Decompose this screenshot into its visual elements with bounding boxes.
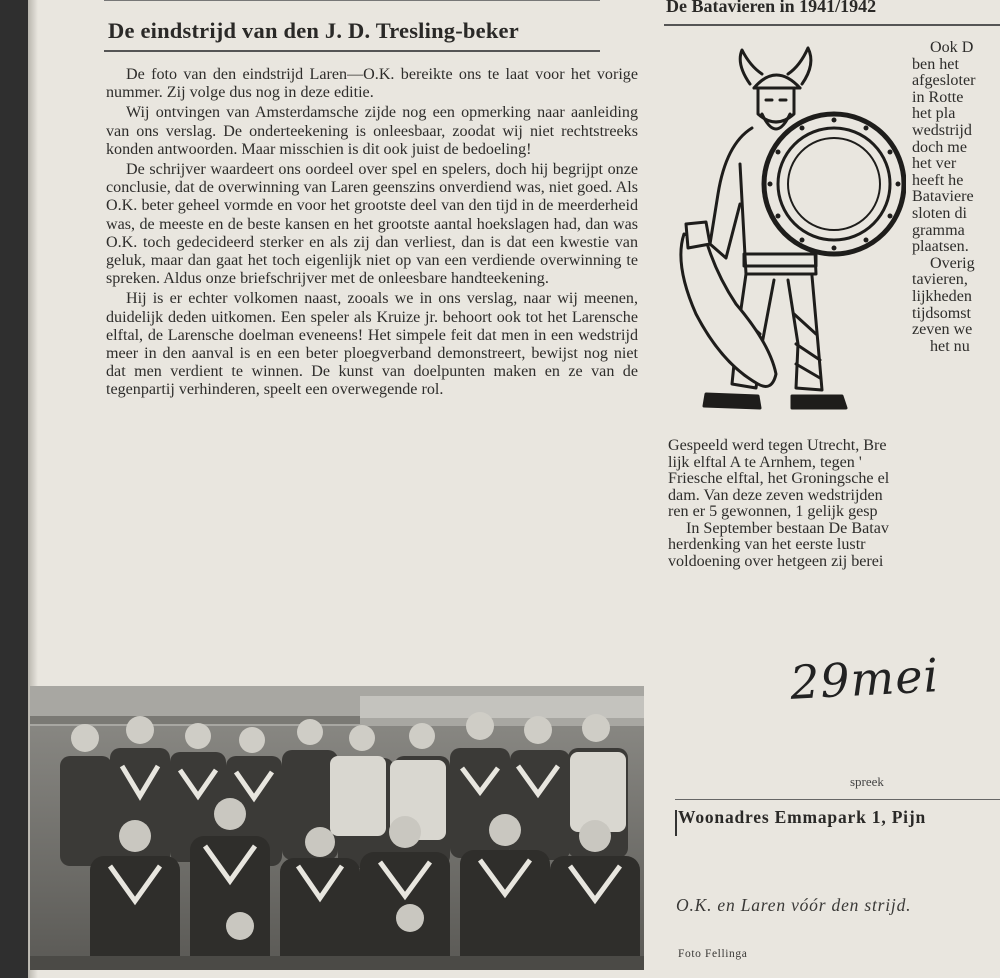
text-line: Friesche elftal, het Groningsche el [668,470,890,487]
text-line: het ver [912,155,957,173]
team-photo-illustration [30,686,644,970]
text-line: ben het [912,55,959,73]
text-line: zeven we [912,321,973,339]
text-line: het pla [912,105,956,123]
heading-rule [104,50,600,52]
paragraph: De foto van den eindstrijd Laren—O.K. bereikte ons te laat voor het vorige nummer. Zij volge dus nog in deze editie. [106,66,638,102]
text-line: tijdsomst [912,304,972,322]
text-line: herdenking van het eerste lustr [668,536,866,553]
photo-credit: Foto Fellinga [678,948,748,960]
photo-caption: O.K. en Laren vóór den strijd. [676,895,912,915]
heading-rule [664,24,1000,26]
right-article-wrapped-text [912,40,1000,355]
text-line: heeft he [912,171,964,189]
handwritten-date-note: 29mei [788,648,941,710]
right-article-heading: De Batavieren in 1941/1942 [666,0,877,16]
right-article-body [668,438,1000,570]
text-line: sloten di [912,204,967,222]
left-article-body [106,66,638,402]
text-line: voldoening over hetgeen zij berei [668,552,884,570]
address-rule [675,799,1000,800]
top-rule [104,0,600,1]
text-line: lijk elftal A te Arnhem, tegen ' [668,453,862,471]
text-line: Ook D [930,39,974,56]
text-line: lijkheden [912,287,972,305]
text-line: dam. Van deze zeven wedstrijden [668,486,883,504]
text-line: Overig [930,254,975,272]
paragraph: De schrijver waardeert ons oordeel over spel en spelers, doch hij begrijpt onze conclusie, dat de overwinning van Laren geenszins onverdiend was, niet goed. Als O.K. beter geheel vormde en voor het grootste deel van den tijd in de meerderheid was, de meeste en de beste kansen en het grootste aantal hoekslagen had, dan was O.K. toch gedecideerd sterker en als zij dan verliest, dan is dat een kwestie van geluk, maar dan gaat het toch eigenlijk niet op van een verdiende overwinning te spreken. Aldus onze briefschrijver met de onleesbare handteekening. [106,161,638,288]
text-line: tavieren, [912,271,968,289]
text-line: het nu [930,337,970,355]
text-line: in Rotte [912,88,964,106]
book-binding [0,0,28,978]
text-line: doch me [912,138,967,156]
text-line: plaatsen. [912,238,969,256]
viking-warrior-illustration [666,44,906,419]
text-line: wedstrijd [912,121,972,139]
left-article-heading: De eindstrijd van den J. D. Tresling-beker [108,18,519,43]
text-line: gramma [912,221,965,239]
text-line: afgesloter [912,72,976,90]
text-line: In September bestaan De Batav [686,519,889,537]
team-photo [30,686,644,970]
paragraph: Wij ontvingen van Amsterdamsche zijde nog een opmerking naar aanleiding van ons verslag. De onderteekening is onleesbaar, zoodat wij niet rechtstreeks konden antwoorden. Maar misschien is dit ook juist de bedoeling! [106,104,638,158]
address-line: Woonadres Emmapark 1, Pijn [678,807,927,827]
cut-off-text: spreek [850,774,884,789]
paragraph: Hij is er echter volkomen naast, zooals we in ons verslag, naar wij meenen, duidelijk deden uitkomen. Een speler als Kruize jr. behoort ook tot het Larensche elftal, de Larensche doelman eveneens! Het simpele feit dat men in een wedstrijd meer in den aanval is en een beter ploegverband demonstreert, bewijst nog niet dat men verdient te winnen. De kunst van doelpunten maken en ze van de tegenpartij verhinderen, speelt een overwegende rol. [106,290,638,399]
text-line: Bataviere [912,188,974,206]
address-bar [675,810,677,836]
text-line: ren er 5 gewonnen, 1 gelijk gesp [668,503,878,520]
text-line: Gespeeld werd tegen Utrecht, Bre [668,437,887,454]
